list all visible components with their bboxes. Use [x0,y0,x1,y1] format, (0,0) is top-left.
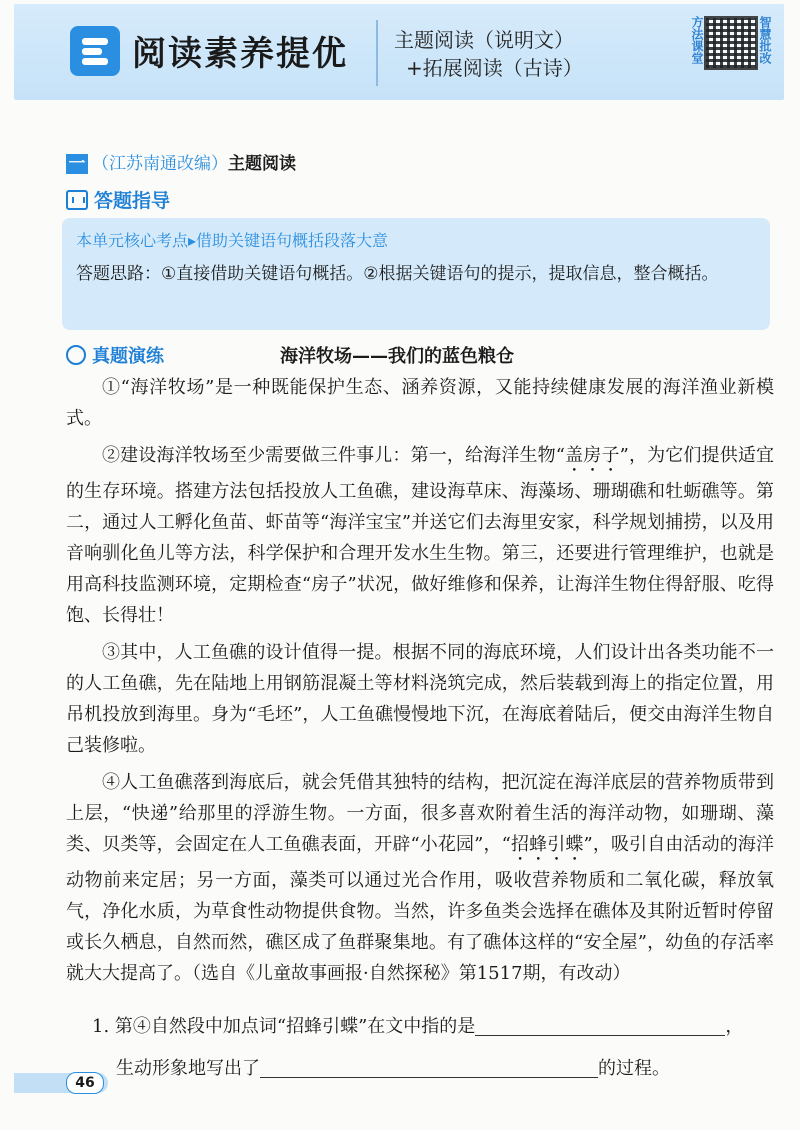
header-title: 阅读素养提优 [132,34,348,74]
dotted-word-attract: 招蜂引蝶 [510,834,584,855]
section-label: 主题阅读 [228,154,296,174]
book-logo-icon [70,26,120,76]
section-number: 一 [66,154,88,174]
page-number: 46 [66,1072,104,1094]
paragraph-1: ①“海洋牧场”是一种既能保护生态、涵养资源，又能持续健康发展的海洋渔业新模式。 [66,377,774,429]
guide-box [62,218,770,330]
article-body [66,372,774,989]
page-header [14,4,784,100]
paragraph-3: ③其中，人工鱼礁的设计值得一提。根据不同的海底环境，人们设计出各类功能不一的人工鱼礁，先在陆地上用钢筋混凝土等材料浇筑完成，然后装载到海上的指定位置，用吊机投放到海里。身为“毛坯”，人工鱼礁慢慢地下沉，在海底着陆后，便交由海洋生物自己装修啦。 [66,642,774,756]
question-1: 1. 第④自然段中加点词“招蜂引蝶”在文中指的是 ， 生动形象地写出了 的过程。 [92,1016,744,1079]
qr-code-icon[interactable] [704,16,758,70]
answer-blank-1[interactable] [475,1015,725,1036]
guide-icon [66,190,88,210]
article-title: 海洋牧场——我们的蓝色粮仓 [280,346,514,367]
question-1-prompt: 1. 第④自然段中加点词“招蜂引蝶”在文中指的是 [92,1016,476,1037]
guide-heading [66,186,170,213]
guide-title: 答题指导 [94,190,171,212]
method-class-label: 方法课堂 [690,16,704,64]
practice-heading [66,342,164,368]
section-source: （江苏南通改编） [92,154,228,174]
header-subtitle-extend: +拓展阅读（古诗） [406,56,583,80]
guide-core-point: 本单元核心考点▸借助关键语句概括段落大意 [76,231,389,250]
section-heading [66,149,296,174]
paragraph-2: ②建设海洋牧场至少需要做三件事儿：第一，给海洋生物“盖房子”，为它们提供适宜的生存环境。搭建方法包括投放人工鱼礁，建设海草床、海藻场、珊瑚礁和牡蛎礁等。第二，通过人工孵化鱼苗、虾苗等“海洋宝宝”并送它们去海里安家，科学规划捕捞，以及用音响驯化鱼儿等方法，科学保护和合理开发水生生物。第三，还要进行管理维护，也就是用高科技监测环境，定期检查“房子”状况，做好维修和保养，让海洋生物住得舒服、吃得饱、长得壮！ [66,445,775,626]
question-1-prompt-2: 生动形象地写出了 [116,1058,260,1079]
practice-icon [66,345,86,365]
header-subtitle-main: 主题阅读（说明文） [394,28,574,52]
smart-grading-label: 智慧批改 [758,16,772,64]
paragraph-4: ④人工鱼礁落到海底后，就会凭借其独特的结构，把沉淀在海洋底层的营养物质带到上层，“快递”给那里的浮游生物。一方面，很多喜欢附着生活的海洋动物，如珊瑚、藻类、贝类等，会固定在人工鱼礁表面，开辟“小花园”，“招蜂引蝶”，吸引自由活动的海洋动物前来定居；另一方面，藻类可以通过光合作用，吸收营养物质和二氧化碳，释放氧气，净化水质，为草食性动物提供食物。当然，许多鱼类会选择在礁体及其附近暂时停留或长久栖息，自然而然，礁区成了鱼群聚集地。有了礁体这样的“安全屋”，幼鱼的存活率就大大提高了。（选自《儿童故事画报·自然探秘》第1517期，有改动） [66,772,775,984]
answer-blank-2[interactable] [260,1057,598,1078]
header-divider [376,20,378,86]
dotted-word-house: 盖房子 [564,445,620,466]
guide-text: 答题思路：①直接借助关键语句概括。②根据关键语句的提示，提取信息，整合概括。 [76,264,719,284]
practice-label: 真题演练 [92,346,164,367]
